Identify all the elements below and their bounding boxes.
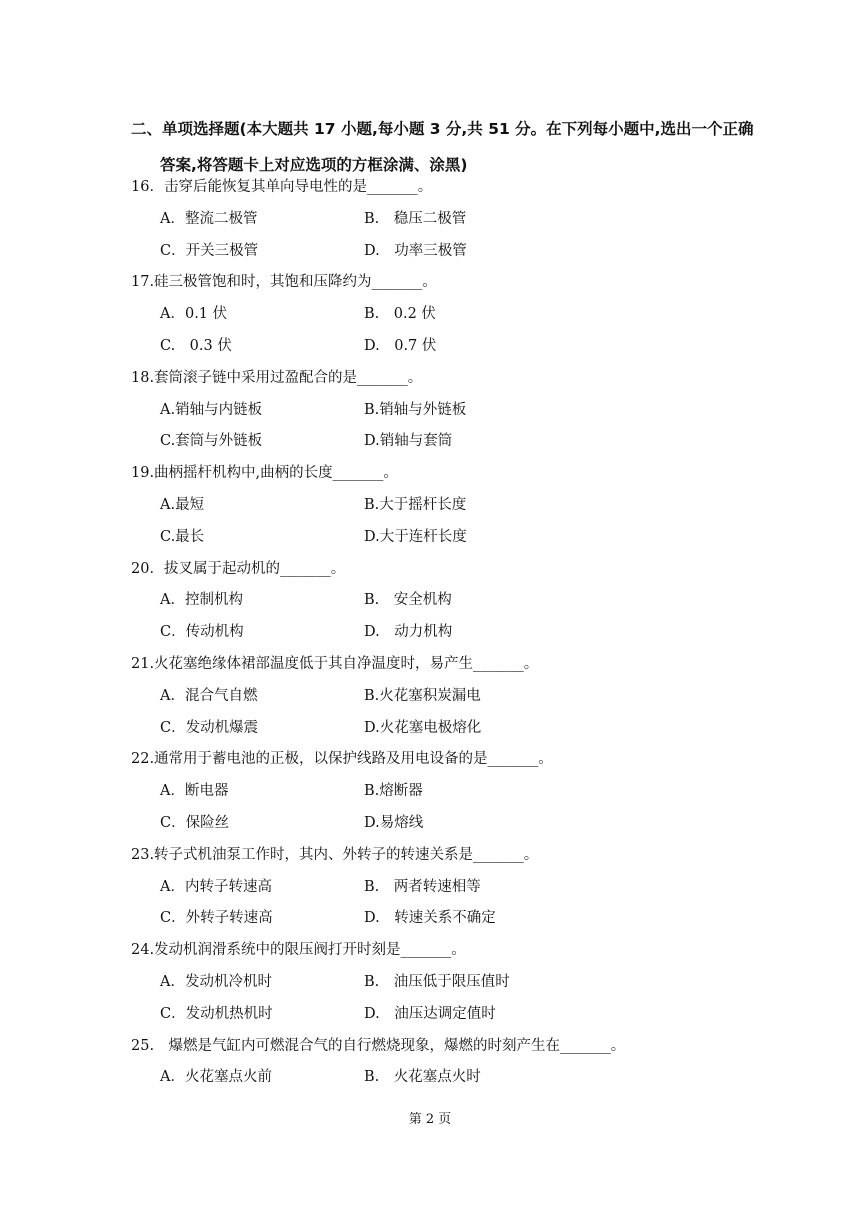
option-row xyxy=(131,331,771,363)
question-stem: 17.硅三极管饱和时，其饱和压降约为_______。 xyxy=(131,274,437,291)
question-item xyxy=(131,458,771,553)
question-stem: 20．拔叉属于起动机的_______。 xyxy=(131,560,346,577)
answer-option: D. 转速关系不确定 xyxy=(364,910,496,927)
answer-option: A．发动机冷机时 xyxy=(160,973,272,990)
option-row xyxy=(131,490,771,522)
question-stem: 21.火花塞绝缘体裙部温度低于其自净温度时，易产生_______。 xyxy=(131,655,539,672)
answer-option: A．断电器 xyxy=(160,783,229,800)
question-item xyxy=(131,554,771,649)
option-row xyxy=(131,585,771,617)
option-row xyxy=(131,999,771,1031)
answer-option: D.易熔线 xyxy=(364,814,424,831)
question-item xyxy=(131,363,771,458)
question-item xyxy=(131,172,771,267)
option-row xyxy=(131,872,771,904)
question-stem: 18.套筒滚子链中采用过盈配合的是_______。 xyxy=(131,369,423,386)
answer-option: A．混合气自燃 xyxy=(160,687,258,704)
option-row xyxy=(131,903,771,935)
answer-option: A．控制机构 xyxy=(160,592,243,609)
question-item xyxy=(131,744,771,839)
option-row xyxy=(131,299,771,331)
question-stem: 19.曲柄摇杆机构中,曲柄的长度_______。 xyxy=(131,465,398,482)
option-row xyxy=(131,681,771,713)
answer-option: D.销轴与套筒 xyxy=(364,433,453,450)
answer-option: B. 0.2 伏 xyxy=(364,306,436,323)
page-number: 第 2 页 xyxy=(408,1112,452,1127)
answer-option: B. 火花塞点火时 xyxy=(364,1069,481,1086)
answer-option: D. 功率三极管 xyxy=(364,242,467,259)
answer-option: B. 安全机构 xyxy=(364,592,452,609)
question-item xyxy=(131,935,771,1030)
option-row xyxy=(131,426,771,458)
option-row xyxy=(131,617,771,649)
answer-option: D. 油压达调定值时 xyxy=(364,1005,496,1022)
answer-option: B. 两者转速相等 xyxy=(364,878,481,895)
answer-option: C. 0.3 伏 xyxy=(160,337,232,354)
answer-option: C．保险丝 xyxy=(160,814,230,831)
section-heading-line2: 答案,将答题卡上对应选项的方框涂满、涂黑) xyxy=(160,156,468,174)
option-row xyxy=(131,236,771,268)
question-item xyxy=(131,1031,771,1095)
question-stem: 16．击穿后能恢复其单向导电性的是_______。 xyxy=(131,179,433,195)
answer-option: B. 油压低于限压值时 xyxy=(364,973,510,990)
question-item xyxy=(131,267,771,362)
answer-option: B.大于摇杆长度 xyxy=(364,496,467,513)
answer-option: B. 稳压二极管 xyxy=(364,210,467,227)
answer-option: A．0.1 伏 xyxy=(160,306,228,323)
option-row xyxy=(131,808,771,840)
option-row xyxy=(131,1062,771,1094)
option-row xyxy=(131,776,771,808)
answer-option: A．内转子转速高 xyxy=(160,878,272,895)
question-stem: 23.转子式机油泵工作时，其内、外转子的转速关系是_______。 xyxy=(131,846,539,863)
answer-option: D. 动力机构 xyxy=(364,624,453,641)
answer-option: B.火花塞积炭漏电 xyxy=(364,687,481,704)
option-row xyxy=(131,522,771,554)
answer-option: D.大于连杆长度 xyxy=(364,528,467,545)
answer-option: C．开关三极管 xyxy=(160,242,259,259)
question-item xyxy=(131,649,771,744)
answer-option: B.熔断器 xyxy=(364,783,423,800)
option-row xyxy=(131,713,771,745)
answer-option: C．发动机热机时 xyxy=(160,1005,273,1022)
answer-option: C．外转子转速高 xyxy=(160,910,273,927)
answer-option: C.套筒与外链板 xyxy=(160,433,263,450)
question-stem: 24.发动机润滑系统中的限压阀打开时刻是_______。 xyxy=(131,942,466,959)
answer-option: C．传动机构 xyxy=(160,624,244,641)
answer-option: A．火花塞点火前 xyxy=(160,1069,272,1086)
section-heading-line1: 二、单项选择题(本大题共 17 小题,每小题 3 分,共 51 分。在下列每小题中,选出一个正确 xyxy=(131,120,754,138)
answer-option: B.销轴与外链板 xyxy=(364,401,467,418)
question-list xyxy=(131,172,771,1094)
answer-option: A.最短 xyxy=(160,496,205,513)
question-stem: 22.通常用于蓄电池的正极，以保护线路及用电设备的是_______。 xyxy=(131,751,553,768)
answer-option: C．发动机爆震 xyxy=(160,719,259,736)
option-row xyxy=(131,204,771,236)
option-row xyxy=(131,395,771,427)
question-stem: 25. 爆燃是气缸内可燃混合气的自行燃烧现象，爆燃的时刻产生在_______。 xyxy=(131,1037,626,1054)
answer-option: A．整流二极管 xyxy=(160,210,258,227)
answer-option: D.火花塞电极熔化 xyxy=(364,719,482,736)
answer-option: C.最长 xyxy=(160,528,205,545)
answer-option: D. 0.7 伏 xyxy=(364,337,437,354)
question-item xyxy=(131,840,771,935)
option-row xyxy=(131,967,771,999)
answer-option: A.销轴与内链板 xyxy=(160,401,263,418)
